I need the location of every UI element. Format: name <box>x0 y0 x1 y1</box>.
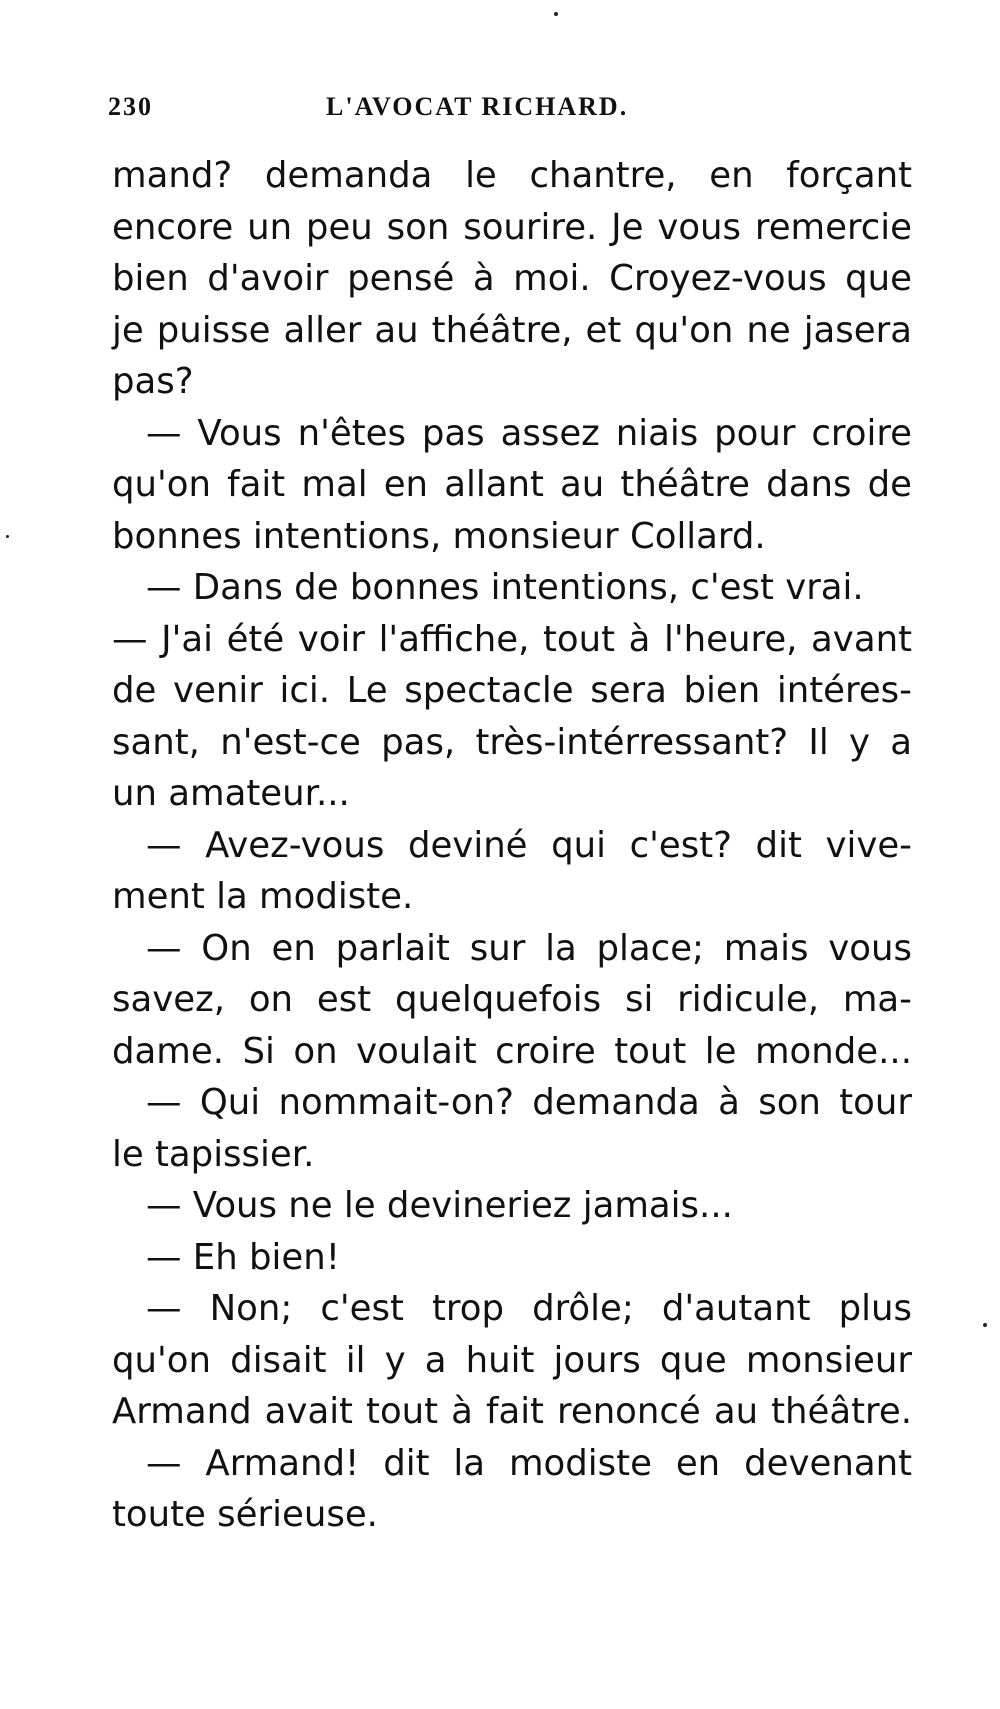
text-line: savez, on est quelquefois si ridicule, ma- <box>112 979 912 1020</box>
page-number: 230 <box>108 92 153 121</box>
text-line: sant, n'est-ce pas, très-intérressant? Il y a <box>112 721 912 763</box>
page-header <box>108 92 908 132</box>
text-line: — On en parlait sur la place; mais vous <box>146 927 912 969</box>
text-line: de venir ici. Le spectacle sera bien intéres- <box>112 670 912 711</box>
text-line: bien d'avoir pensé à moi. Croyez-vous que <box>112 258 912 299</box>
text-line: — Eh bien! <box>146 1236 340 1278</box>
text-line: le tapissier. <box>112 1133 315 1175</box>
text-line: un amateur... <box>112 773 350 814</box>
text-line: — Qui nommait-on? demanda à son tour <box>146 1082 912 1123</box>
text-line: bonnes intentions, monsieur Collard. <box>112 515 766 557</box>
text-line: toute sérieuse. <box>112 1494 378 1535</box>
text-line: je puisse aller au théâtre, et qu'on ne jasera <box>112 309 912 351</box>
text-line: — J'ai été voir l'affiche, tout à l'heure, avant <box>112 618 912 660</box>
text-line: — Avez-vous deviné qui c'est? dit vive- <box>146 824 912 866</box>
text-line: pas? <box>112 361 194 402</box>
text-line: dame. Si on voulait croire tout le monde... <box>112 1030 912 1072</box>
text-line: — Dans de bonnes intentions, c'est vrai. <box>146 567 864 608</box>
text-line: — Non; c'est trop drôle; d'autant plus <box>146 1288 912 1329</box>
scan-speck <box>554 12 558 16</box>
text-line: qu'on fait mal en allant au théâtre dans de <box>112 464 912 505</box>
text-line: mand? demanda le chantre, en forçant <box>112 155 912 196</box>
scan-speck <box>983 1323 987 1327</box>
text-line: ment la modiste. <box>112 876 414 917</box>
text-line: — Vous ne le devineriez jamais... <box>146 1185 733 1226</box>
text-line: — Armand! dit la modiste en devenant <box>146 1442 912 1484</box>
text-line: Armand avait tout à fait renoncé au théâtre. <box>112 1391 912 1432</box>
scan-speck <box>6 535 9 538</box>
body-text <box>112 150 912 1541</box>
text-line: — Vous n'êtes pas assez niais pour croire <box>146 412 912 454</box>
text-line: qu'on disait il y a huit jours que monsieur <box>112 1339 912 1381</box>
running-head: L'AVOCAT RICHARD. <box>326 92 629 121</box>
text-line: encore un peu son sourire. Je vous remercie <box>112 206 912 248</box>
